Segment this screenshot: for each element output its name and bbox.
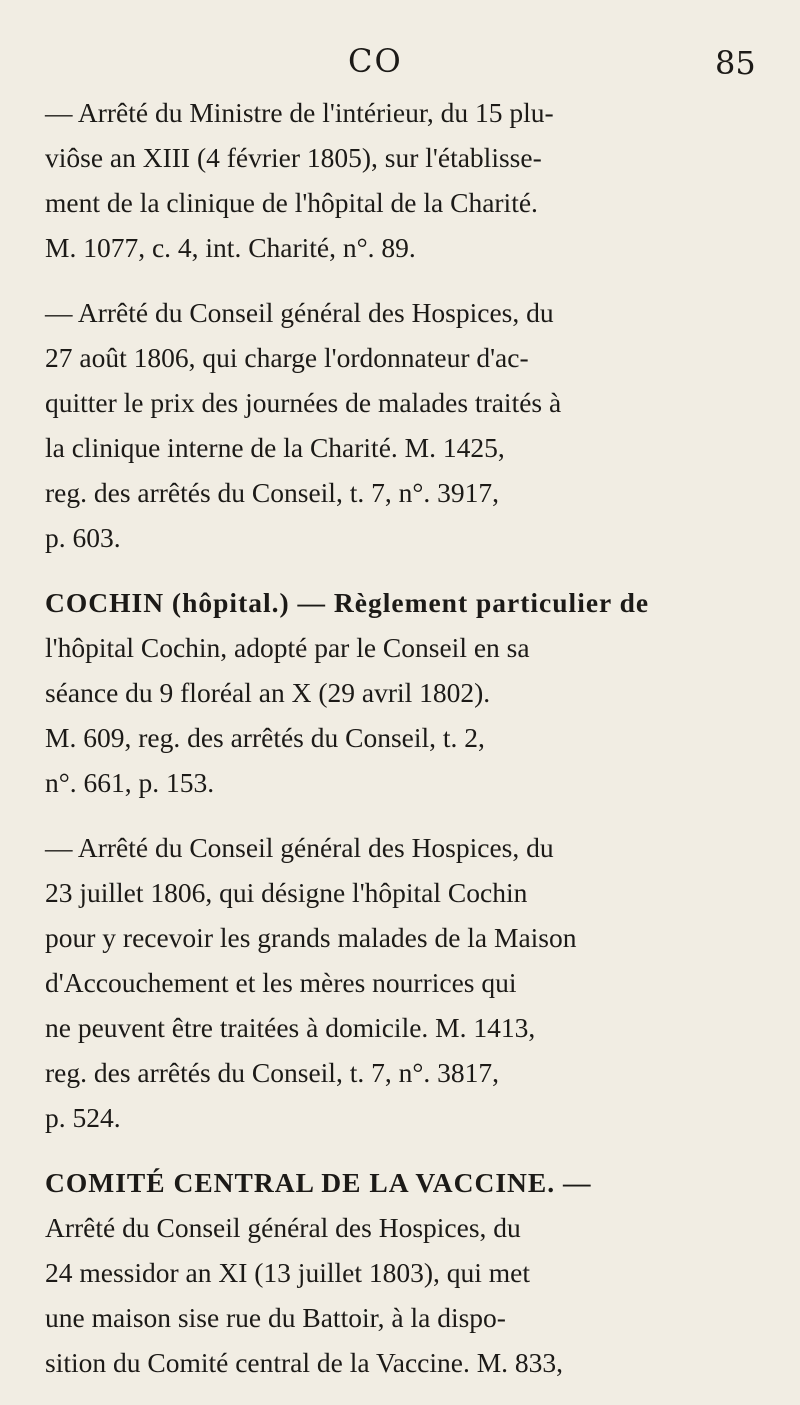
text-line: p. 524. [45,1102,121,1133]
text-line: une maison sise rue du Battoir, à la dispo- [45,1302,506,1333]
text-line: p. 603. [45,522,121,553]
text-line: — Arrêté du Ministre de l'intérieur, du 15 plu- [45,97,554,128]
text-line: reg. des arrêtés du Conseil, t. 7, n°. 3817, [45,1057,499,1088]
entry-cochin-reglement [45,580,765,805]
text-line: séance du 9 floréal an X (29 avril 1802). [45,677,491,708]
text-line: reg. des arrêtés du Conseil, t. 7, n°. 3917, [45,477,499,508]
text-line: 24 messidor an XI (13 juillet 1803), qui met [45,1257,530,1288]
page-header [0,42,800,92]
text-line: quitter le prix des journées de malades traités à [45,387,562,418]
text-line: ne peuvent être traitées à domicile. M. 1413, [45,1012,536,1043]
page-number: 85 [715,44,756,82]
text-line: Arrêté du Conseil général des Hospices, du [45,1212,521,1243]
page-body [45,90,765,1405]
text-line: M. 609, reg. des arrêtés du Conseil, t. 2, [45,722,485,753]
text-line: n°. 661, p. 153. [45,767,215,798]
text-line: 23 juillet 1806, qui désigne l'hôpital Cochin [45,877,528,908]
text-line: viôse an XIII (4 février 1805), sur l'établisse- [45,142,542,173]
text-line: M. 1077, c. 4, int. Charité, n°. 89. [45,232,416,263]
entry-charite-journees [45,290,765,560]
running-head: CO [348,42,403,80]
text-line: pour y recevoir les grands malades de la Maison [45,922,577,953]
text-line: — Arrêté du Conseil général des Hospices, du [45,297,554,328]
text-line: COMITÉ CENTRAL DE LA VACCINE. — [45,1167,592,1198]
text-line: la clinique interne de la Charité. M. 1425, [45,432,505,463]
entry-charite-clinique [45,90,765,270]
text-line: 27 août 1806, qui charge l'ordonnateur d'ac- [45,342,529,373]
text-line: d'Accouchement et les mères nourrices qui [45,967,517,998]
text-line: sition du Comité central de la Vaccine. M. 833, [45,1347,564,1378]
text-line: — Arrêté du Conseil général des Hospices, du [45,832,554,863]
entry-comite-vaccine [45,1160,765,1385]
text-line: COCHIN (hôpital.) — Règlement particulier de [45,587,650,618]
text-line: l'hôpital Cochin, adopté par le Conseil en sa [45,632,530,663]
text-line: ment de la clinique de l'hôpital de la Charité. [45,187,538,218]
entry-cochin-arrete [45,825,765,1140]
